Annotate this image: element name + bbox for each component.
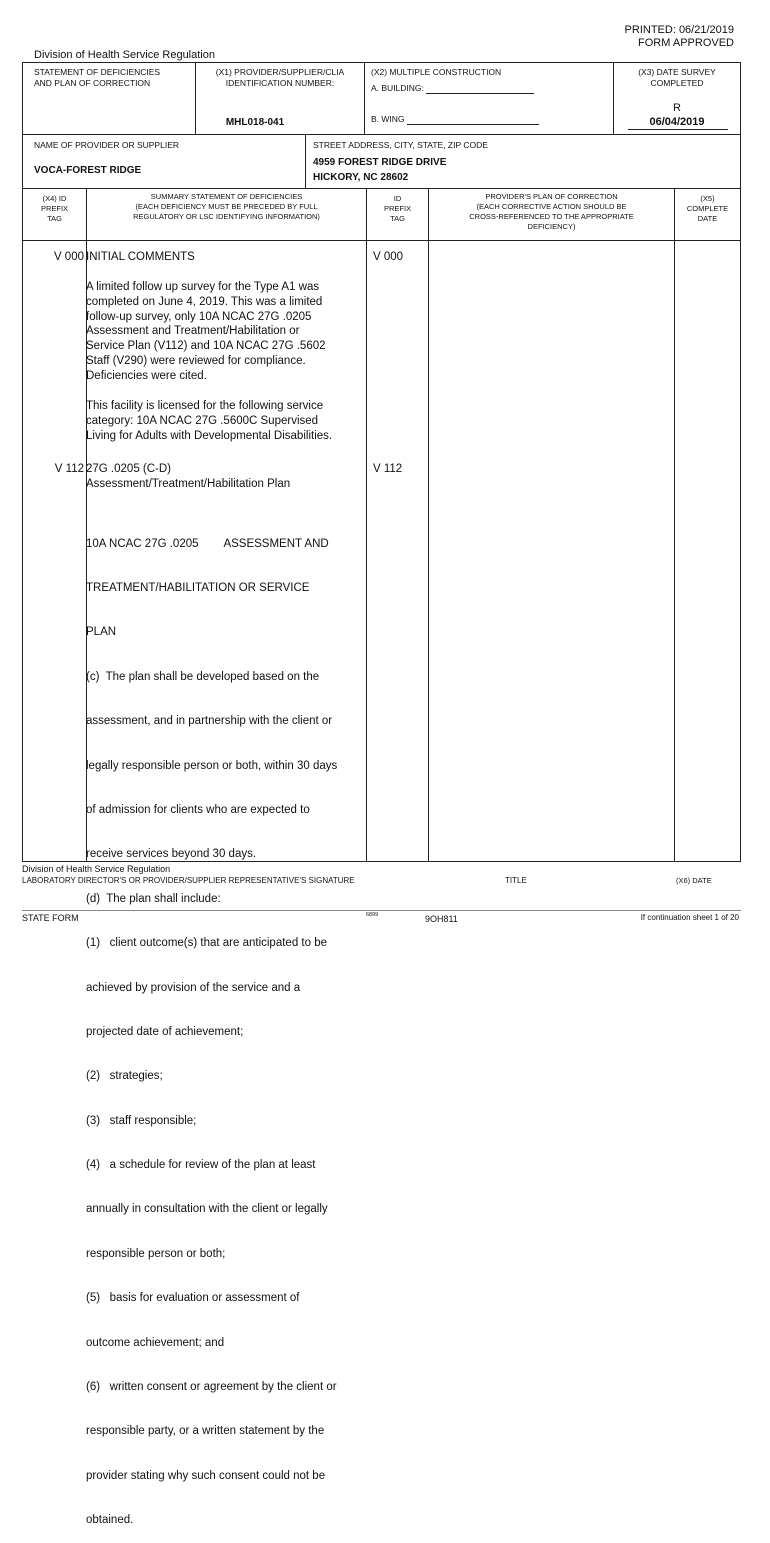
footer-agency: Division of Health Service Regulation bbox=[22, 864, 171, 874]
form-number: 6899 bbox=[366, 912, 379, 918]
entry-body: 10A NCAC 27G .0205 ASSESSMENT AND TREATMENT/HABILITATION OR SERVICE PLAN (c) The plan shall be developed based on the assessment, and in partnership with the client or legally responsible person or both, within 30 days of admission for clients who are expected to receive services beyond 30 days. (d) The plan shall include: (1) client outcome(s) that are anticipated to be achieved by provision of the service and a projected date of achievement; (2) strategies; (3) staff responsible; (4) a schedule for review of the plan at least annually in consultation with the client or legally responsible person or both; (5) basis for evaluation or assessment of outcome achievement; and (6) written consent or agreement by the client or responsible party, or a written statement by the provider stating why such consent could not be obtained. bbox=[86, 537, 338, 1527]
entry-id-tag: V 000 bbox=[373, 251, 404, 263]
building-field: A. BUILDING: bbox=[371, 83, 534, 94]
entry-title: 27G .0205 (C-D) Assessment/Treatment/Habilitation Plan bbox=[86, 463, 291, 490]
x2-label: (X2) MULTIPLE CONSTRUCTION bbox=[371, 67, 502, 77]
provider-name: VOCA-FOREST RIDGE bbox=[34, 165, 142, 176]
entry-paragraph: This facility is licensed for the following service category: 10A NCAC 27G .5600C Supervised Living for Adults with Developmental Disabilities. bbox=[86, 400, 333, 442]
title-label: TITLE bbox=[505, 876, 527, 885]
statement-label: STATEMENT OF DEFICIENCIES AND PLAN OF CORRECTION bbox=[34, 67, 161, 88]
provider-name-label: NAME OF PROVIDER OR SUPPLIER bbox=[34, 140, 179, 150]
printed-date: PRINTED: 06/21/2019 bbox=[624, 24, 734, 36]
x4-column-header: (X4) ID PREFIX TAG bbox=[40, 194, 69, 223]
x1-label: (X1) PROVIDER/SUPPLIER/CLIA IDENTIFICATION NUMBER: bbox=[215, 67, 345, 88]
signature-label: LABORATORY DIRECTOR'S OR PROVIDER/SUPPLIER REPRESENTATIVE'S SIGNATURE bbox=[22, 876, 355, 885]
entry-tag: V 000 bbox=[53, 251, 84, 263]
entry-id-tag: V 112 bbox=[373, 463, 403, 475]
address-line-1: 4959 FOREST RIDGE DRIVE bbox=[313, 157, 447, 168]
address-line-2: HICKORY, NC 28602 bbox=[313, 172, 409, 183]
summary-column-header: SUMMARY STATEMENT OF DEFICIENCIES (EACH DEFICIENCY MUST BE PRECEDED BY FULL REGULATORY OR LSC IDENTIFYING INFORMATION) bbox=[133, 192, 320, 221]
survey-date: 06/04/2019 bbox=[649, 116, 705, 128]
form-approved: FORM APPROVED bbox=[638, 37, 734, 49]
wing-field: B. WING bbox=[371, 114, 539, 125]
entry-title: INITIAL COMMENTS bbox=[86, 251, 195, 263]
x5-column-header: (X5) COMPLETE DATE bbox=[686, 194, 729, 223]
state-form-label: STATE FORM bbox=[22, 913, 79, 923]
entry-paragraph: A limited follow up survey for the Type A1 was completed on June 4, 2019. This was a limited follow-up survey, only 10A NCAC 27G .0205 Assessment and Treatment/Habilitation or Service Plan (V112) and 10A NCAC 27G .5602 Staff (V290) were reviewed for compliance. Deficiencies were cited. bbox=[86, 281, 326, 382]
event-id: 9OH811 bbox=[425, 914, 458, 924]
x3-code: R bbox=[673, 102, 681, 114]
address-label: STREET ADDRESS, CITY, STATE, ZIP CODE bbox=[313, 140, 488, 150]
provider-id-number: MHL018-041 bbox=[225, 117, 285, 128]
x3-label: (X3) DATE SURVEY COMPLETED bbox=[638, 67, 716, 88]
continuation-sheet: If continuation sheet 1 of 20 bbox=[640, 913, 739, 922]
entry-tag: V 112 bbox=[54, 463, 84, 475]
id-column-header: ID PREFIX TAG bbox=[383, 194, 412, 223]
plan-column-header: PROVIDER'S PLAN OF CORRECTION (EACH CORRECTIVE ACTION SHOULD BE CROSS-REFERENCED TO THE APPROPRIATE DEFICIENCY) bbox=[469, 192, 634, 231]
x6-date-label: (X6) DATE bbox=[676, 876, 712, 885]
agency-title: Division of Health Service Regulation bbox=[34, 49, 215, 61]
